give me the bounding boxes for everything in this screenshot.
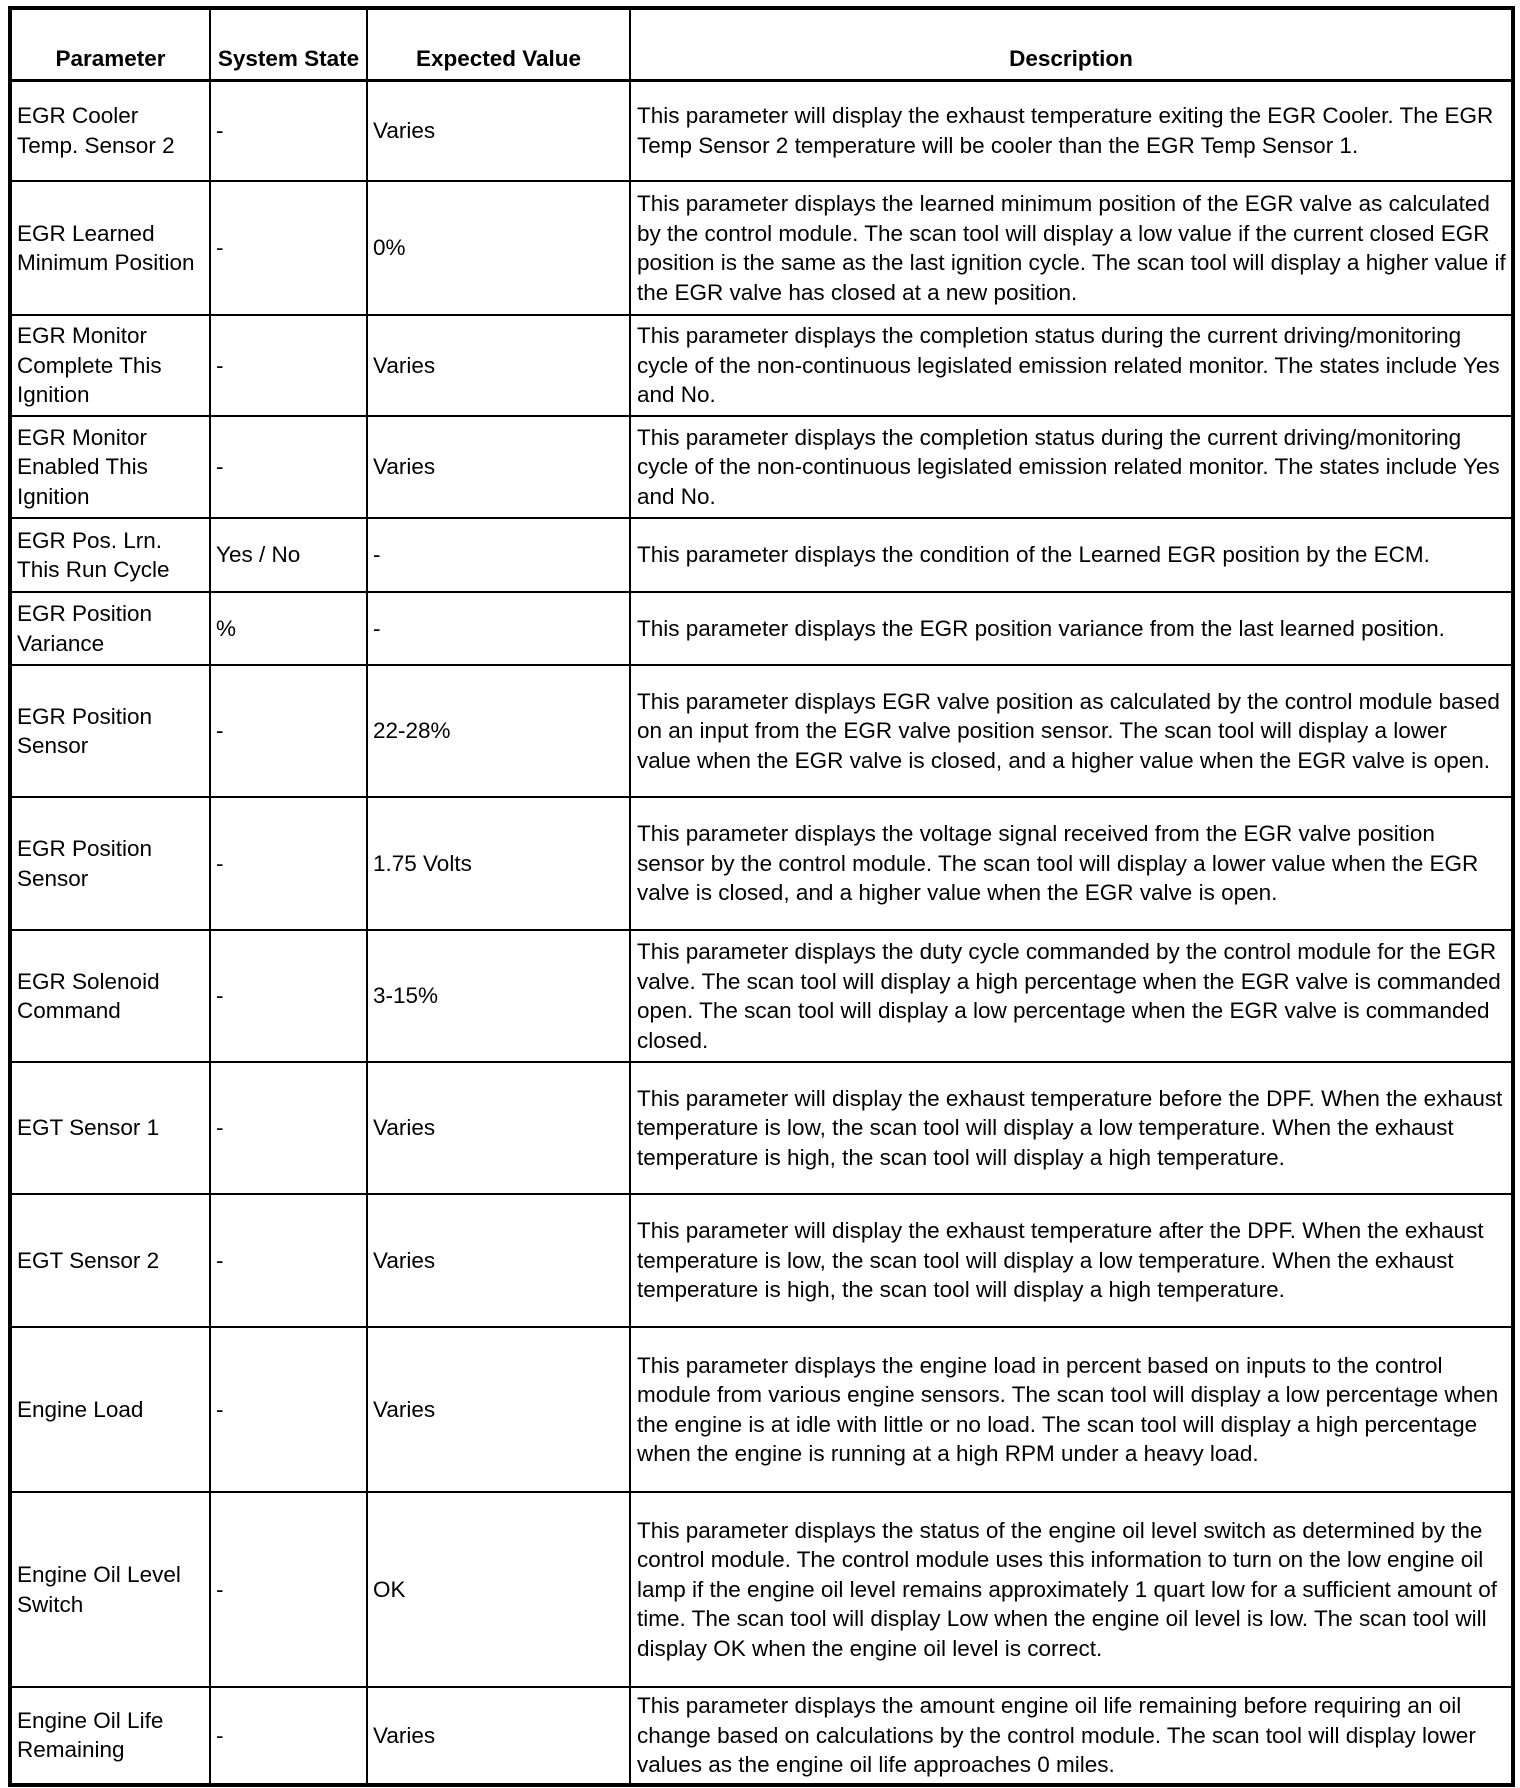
table-row bbox=[10, 80, 1513, 181]
cell-description: This parameter displays the completion status during the current driving/monitoring cycle of the non-continuous legislated emission related monitor. The states include Yes and No. bbox=[630, 315, 1513, 416]
cell-parameter: EGR Monitor Complete This Ignition bbox=[10, 315, 210, 416]
cell-system-state: - bbox=[210, 1194, 367, 1327]
cell-expected-value: Varies bbox=[367, 1194, 630, 1327]
header-expected-value: Expected Value bbox=[367, 8, 630, 80]
table-row bbox=[10, 592, 1513, 665]
cell-parameter: EGR Learned Minimum Position bbox=[10, 181, 210, 315]
table-row bbox=[10, 315, 1513, 416]
table-row bbox=[10, 665, 1513, 797]
cell-description: This parameter displays EGR valve position as calculated by the control module based on an input from the EGR valve position sensor. The scan tool will display a lower value when the EGR valve is closed, and a higher value when the EGR valve is open. bbox=[630, 665, 1513, 797]
cell-description: This parameter displays the voltage signal received from the EGR valve position sensor by the control module. The scan tool will display a lower value when the EGR valve is closed, and a higher value when the EGR valve is open. bbox=[630, 797, 1513, 930]
cell-expected-value: - bbox=[367, 518, 630, 592]
cell-description: This parameter displays the condition of the Learned EGR position by the ECM. bbox=[630, 518, 1513, 592]
cell-system-state: - bbox=[210, 315, 367, 416]
cell-description: This parameter will display the exhaust temperature before the DPF. When the exhaust temperature is low, the scan tool will display a low temperature. When the exhaust temperature is high, the scan tool will display a high temperature. bbox=[630, 1062, 1513, 1194]
cell-parameter: EGT Sensor 1 bbox=[10, 1062, 210, 1194]
cell-expected-value: Varies bbox=[367, 1327, 630, 1492]
header-row bbox=[10, 8, 1513, 80]
cell-system-state: - bbox=[210, 181, 367, 315]
cell-system-state: - bbox=[210, 1062, 367, 1194]
table-row bbox=[10, 1492, 1513, 1687]
cell-description: This parameter displays the amount engine oil life remaining before requiring an oil change based on calculations by the control module. The scan tool will display lower values as the engine oil life approaches 0 miles. bbox=[630, 1687, 1513, 1785]
cell-description: This parameter will display the exhaust temperature after the DPF. When the exhaust temperature is low, the scan tool will display a low temperature. When the exhaust temperature is high, the scan tool will display a high temperature. bbox=[630, 1194, 1513, 1327]
table-row bbox=[10, 416, 1513, 518]
cell-parameter: Engine Oil Level Switch bbox=[10, 1492, 210, 1687]
cell-expected-value: OK bbox=[367, 1492, 630, 1687]
cell-parameter: EGR Pos. Lrn. This Run Cycle bbox=[10, 518, 210, 592]
cell-system-state: - bbox=[210, 416, 367, 518]
cell-expected-value: Varies bbox=[367, 1687, 630, 1785]
cell-expected-value: 0% bbox=[367, 181, 630, 315]
cell-description: This parameter displays the duty cycle commanded by the control module for the EGR valve. The scan tool will display a high percentage when the EGR valve is commanded open. The scan tool will display a low percentage when the EGR valve is commanded closed. bbox=[630, 930, 1513, 1062]
table-body bbox=[10, 80, 1513, 1785]
cell-parameter: Engine Load bbox=[10, 1327, 210, 1492]
cell-description: This parameter displays the engine load in percent based on inputs to the control module from various engine sensors. The scan tool will display a low percentage when the engine is at idle with little or no load. The scan tool will display a high percentage when the engine is running at a high RPM under a heavy load. bbox=[630, 1327, 1513, 1492]
cell-parameter: EGR Position Variance bbox=[10, 592, 210, 665]
cell-system-state: - bbox=[210, 1327, 367, 1492]
cell-expected-value: Varies bbox=[367, 416, 630, 518]
cell-expected-value: 3-15% bbox=[367, 930, 630, 1062]
cell-parameter: Engine Oil Life Remaining bbox=[10, 1687, 210, 1785]
cell-description: This parameter displays the learned minimum position of the EGR valve as calculated by the control module. The scan tool will display a low value if the current closed EGR position is the same as the last ignition cycle. The scan tool will display a higher value if the EGR valve has closed at a new position. bbox=[630, 181, 1513, 315]
cell-parameter: EGR Position Sensor bbox=[10, 797, 210, 930]
cell-description: This parameter displays the EGR position variance from the last learned position. bbox=[630, 592, 1513, 665]
header-description: Description bbox=[630, 8, 1513, 80]
table-row bbox=[10, 930, 1513, 1062]
cell-expected-value: Varies bbox=[367, 1062, 630, 1194]
cell-system-state: - bbox=[210, 1687, 367, 1785]
cell-description: This parameter displays the completion status during the current driving/monitoring cycle of the non-continuous legislated emission related monitor. The states include Yes and No. bbox=[630, 416, 1513, 518]
table-row bbox=[10, 1327, 1513, 1492]
table-row bbox=[10, 1194, 1513, 1327]
cell-description: This parameter will display the exhaust temperature exiting the EGR Cooler. The EGR Temp Sensor 2 temperature will be cooler than the EGR Temp Sensor 1. bbox=[630, 80, 1513, 181]
cell-expected-value: Varies bbox=[367, 315, 630, 416]
parameter-table bbox=[8, 6, 1515, 1787]
table-row bbox=[10, 1062, 1513, 1194]
cell-system-state: % bbox=[210, 592, 367, 665]
cell-parameter: EGR Monitor Enabled This Ignition bbox=[10, 416, 210, 518]
cell-expected-value: Varies bbox=[367, 80, 630, 181]
cell-system-state: - bbox=[210, 665, 367, 797]
cell-parameter: EGR Solenoid Command bbox=[10, 930, 210, 1062]
cell-parameter: EGR Position Sensor bbox=[10, 665, 210, 797]
cell-description: This parameter displays the status of the engine oil level switch as determined by the control module. The control module uses this information to turn on the low engine oil lamp if the engine oil level remains approximately 1 quart low for a sufficient amount of time. The scan tool will display Low when the engine oil level is low. The scan tool will display OK when the engine oil level is correct. bbox=[630, 1492, 1513, 1687]
cell-system-state: Yes / No bbox=[210, 518, 367, 592]
table-row bbox=[10, 1687, 1513, 1785]
cell-parameter: EGT Sensor 2 bbox=[10, 1194, 210, 1327]
cell-system-state: - bbox=[210, 797, 367, 930]
cell-system-state: - bbox=[210, 930, 367, 1062]
cell-expected-value: 1.75 Volts bbox=[367, 797, 630, 930]
table-row bbox=[10, 797, 1513, 930]
cell-expected-value: 22-28% bbox=[367, 665, 630, 797]
table-row bbox=[10, 181, 1513, 315]
table-row bbox=[10, 518, 1513, 592]
table-header bbox=[10, 8, 1513, 80]
cell-system-state: - bbox=[210, 1492, 367, 1687]
header-parameter: Parameter bbox=[10, 8, 210, 80]
cell-parameter: EGR Cooler Temp. Sensor 2 bbox=[10, 80, 210, 181]
header-system-state: System State bbox=[210, 8, 367, 80]
cell-system-state: - bbox=[210, 80, 367, 181]
cell-expected-value: - bbox=[367, 592, 630, 665]
